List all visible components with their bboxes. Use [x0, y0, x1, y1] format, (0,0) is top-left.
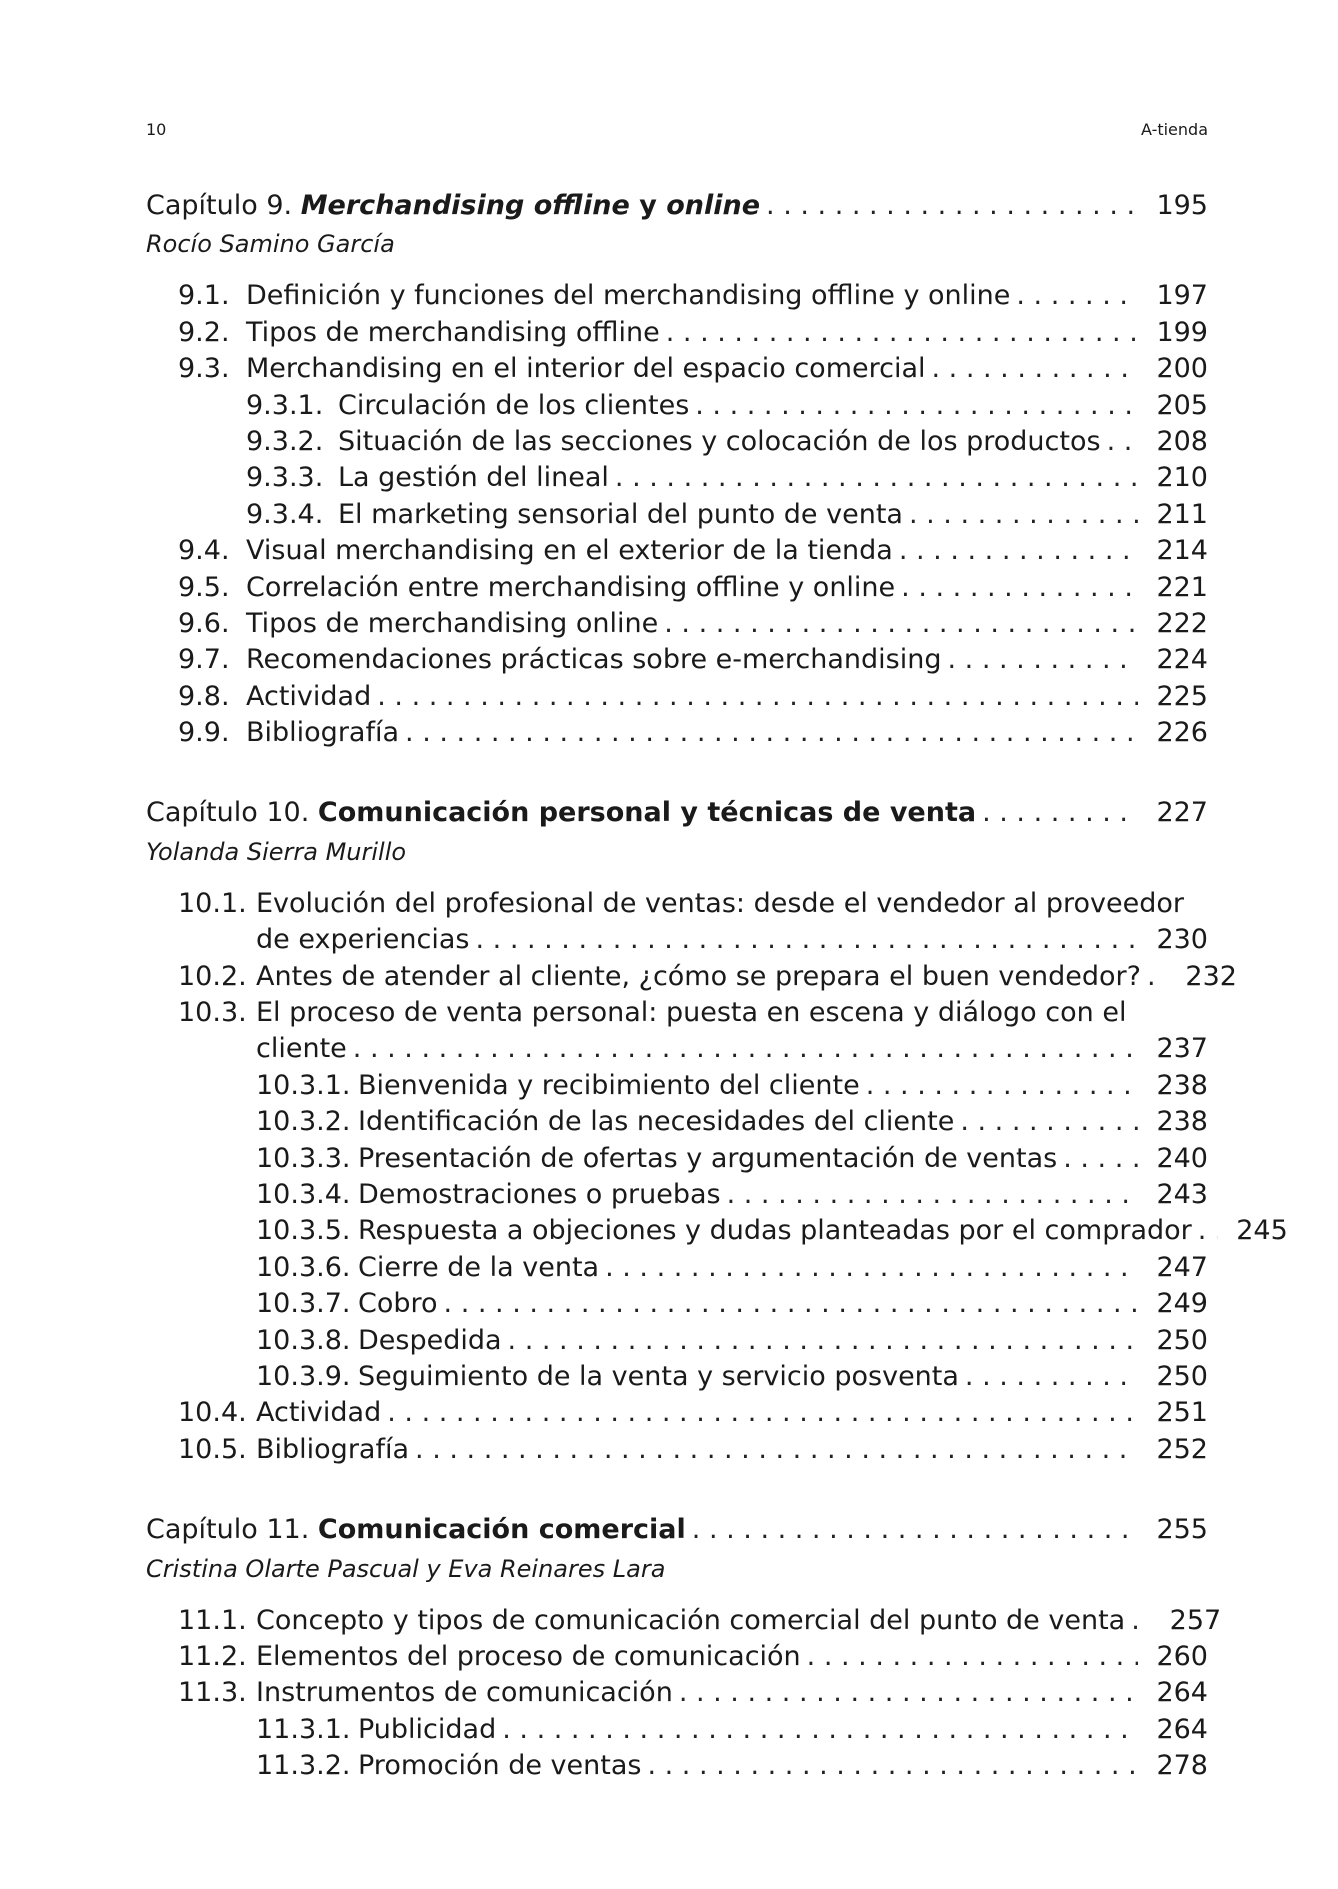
- chapter-title: Comunicación comercial: [317, 1514, 686, 1546]
- toc-entry: 11.3. Instrumentos de comunicación . . . 264: [146, 1677, 1208, 1713]
- chapter-label: Capítulo 9.: [146, 190, 301, 221]
- toc-subentry: 10.3.6. Cierre de la venta . . . 247: [146, 1252, 1208, 1288]
- toc-entry: 9.7. Recomendaciones prácticas sobre e-merchandising . . . 224: [146, 644, 1208, 680]
- toc-entry: 10.1. Evolución del profesional de ventas: desde el vendedor al proveedor: [178, 887, 1184, 919]
- toc-subentry: 10.3.4. Demostraciones o pruebas . . . 243: [146, 1179, 1208, 1215]
- toc-subentry: 10.3.9. Seguimiento de la venta y servicio posventa . . . 250: [146, 1361, 1208, 1397]
- toc-entry: 9.4. Visual merchandising en el exterior de la tienda . . . 214: [146, 535, 1208, 571]
- toc-entry: 9.8. Actividad . . . 225: [146, 681, 1208, 717]
- toc-subentry: 10.3.7. Cobro . . . 249: [146, 1288, 1208, 1324]
- toc-entry: 11.2. Elementos del proceso de comunicación . . . 260: [146, 1641, 1208, 1677]
- running-head: [146, 120, 1208, 139]
- chapter-title-part: online: [666, 190, 761, 221]
- toc-subentry: 10.3.2. Identificación de las necesidades del cliente . . . 238: [146, 1106, 1208, 1142]
- toc-entry: 9.6. Tipos de merchandising online . . . 222: [146, 608, 1208, 644]
- toc-entry-continuation: cliente . . . 237: [146, 1033, 1208, 1069]
- toc-entry: 10.4. Actividad . . . 251: [146, 1397, 1208, 1433]
- toc-subentry: 10.3.3. Presentación de ofertas y argumentación de ventas . . . 240: [146, 1143, 1208, 1179]
- toc-entry: 9.1. Definición y funciones del merchandising offline y online . . . 197: [146, 280, 1208, 316]
- leader-dots: [686, 1514, 1138, 1545]
- page-ref: 255: [1156, 1514, 1208, 1546]
- toc-subentry: 9.3.3. La gestión del lineal . . . 210: [146, 462, 1208, 498]
- chapter-label: Capítulo 10.: [146, 797, 318, 829]
- page-ref: 227: [1156, 797, 1208, 829]
- toc-subentry: 10.3.1. Bienvenida y recibimiento del cliente . . . 238: [146, 1070, 1208, 1106]
- toc-entry: 9.3. Merchandising en el interior del espacio comercial . . . 200: [146, 353, 1208, 389]
- leader-dots: [976, 797, 1138, 828]
- page-ref: 195: [1156, 190, 1208, 221]
- chapter-heading: [146, 1514, 1208, 1550]
- toc-entry: 10.2. Antes de atender al cliente, ¿cómo se prepara el buen vendedor? . . . 232: [146, 961, 1208, 997]
- chapter-title-part: Merchandising offline: [300, 190, 630, 221]
- toc-entry: 9.9. Bibliografía . . . 226: [146, 717, 1208, 753]
- toc-entry: 11.1. Concepto y tipos de comunicación comercial del punto de venta . . . 257: [146, 1605, 1208, 1641]
- chapter-author: Rocío Samino García: [146, 230, 395, 259]
- chapter-author: Cristina Olarte Pascual y Eva Reinares Lara: [146, 1554, 666, 1583]
- toc-subentry: 9.3.2. Situación de las secciones y colocación de los productos . . . 208: [146, 426, 1208, 462]
- toc-subentry: 11.3.2. Promoción de ventas . . . 278: [146, 1750, 1208, 1786]
- chapter-title-part: y: [629, 190, 667, 221]
- toc-entry-continuation: de experiencias . . . 230: [146, 924, 1208, 960]
- table-of-contents: [146, 190, 1288, 1786]
- toc-subentry: 10.3.8. Despedida . . . 250: [146, 1325, 1208, 1361]
- toc-entry: 10.5. Bibliografía . . . 252: [146, 1434, 1208, 1470]
- toc-entry: 9.5. Correlación entre merchandising offline y online . . . 221: [146, 572, 1208, 608]
- chapter-heading: [146, 797, 1208, 833]
- toc-entry: 10.3. El proceso de venta personal: puesta en escena y diálogo con el: [178, 997, 1127, 1029]
- chapter-title: Comunicación personal y técnicas de venta: [317, 797, 977, 829]
- toc-subentry: 9.3.1. Circulación de los clientes . . . 205: [146, 390, 1208, 426]
- toc-subentry: 9.3.4. El marketing sensorial del punto de venta . . . 211: [146, 499, 1208, 535]
- toc-subentry: 10.3.5. Respuesta a objeciones y dudas planteadas por el comprador . . . 245: [146, 1215, 1208, 1251]
- chapter-label: Capítulo 11.: [146, 1514, 318, 1546]
- toc-entry: 9.2. Tipos de merchandising offline . . . 199: [146, 317, 1208, 353]
- page-number: 10: [146, 120, 167, 139]
- chapter-author: Yolanda Sierra Murillo: [146, 837, 407, 866]
- chapter-heading: [146, 190, 1208, 226]
- toc-subentry: 11.3.1. Publicidad . . . 264: [146, 1714, 1208, 1750]
- book-title: A-tienda: [1140, 120, 1208, 139]
- leader-dots: [760, 190, 1138, 221]
